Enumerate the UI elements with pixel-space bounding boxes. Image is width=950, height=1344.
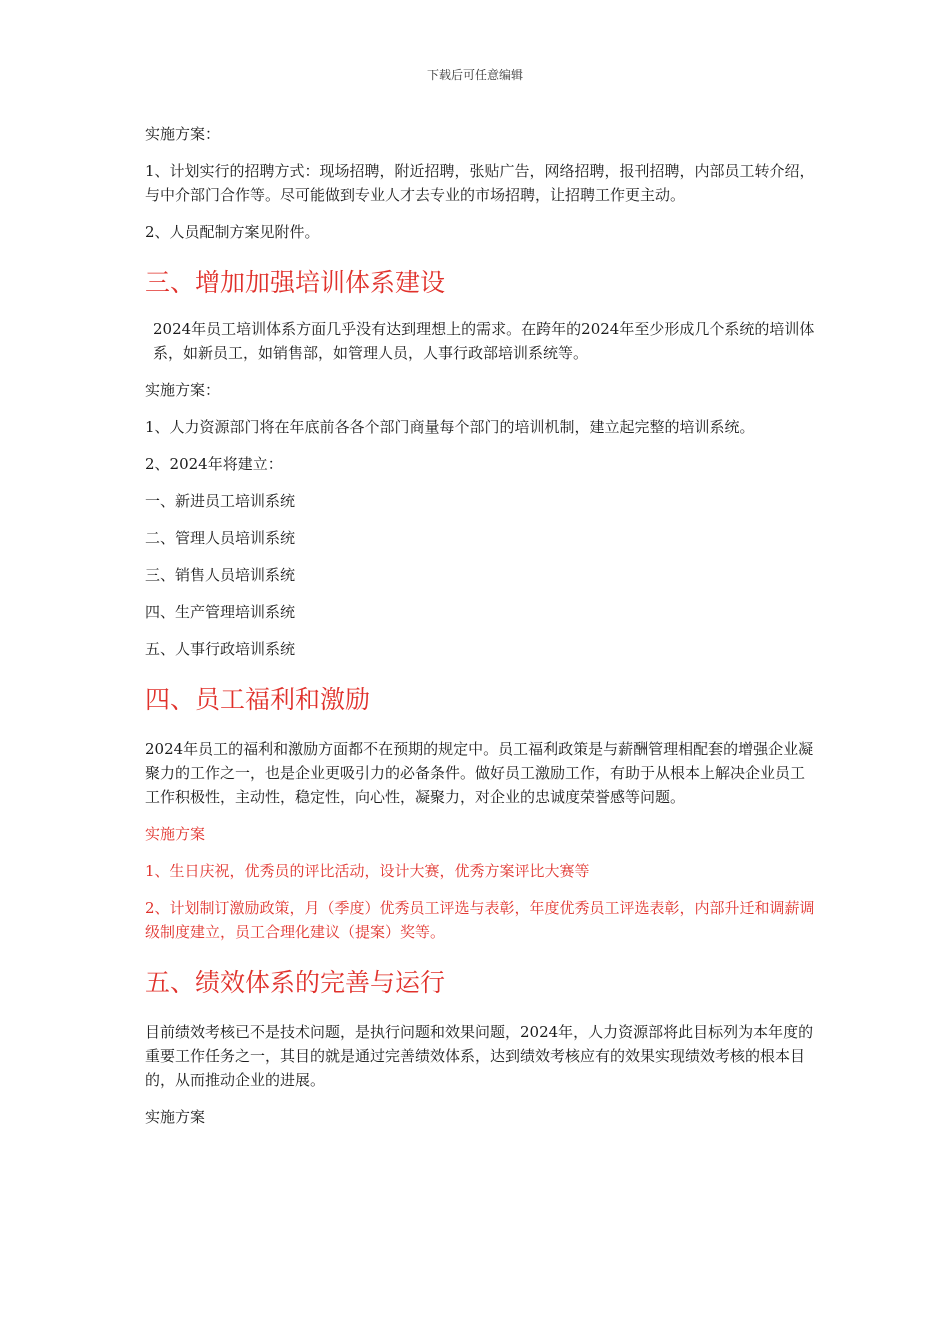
- sec3-intro: 2024年员工培训体系方面几乎没有达到理想上的需求。在跨年的2024年至少形成几个系统的培训体系，如新员工，如销售部，如管理人员，人事行政部培训系统等。: [153, 320, 815, 362]
- sec4-title: 四、员工福利和激励: [145, 685, 371, 714]
- sec3-system-5: 五、人事行政培训系统: [145, 640, 296, 658]
- document-body: [145, 122, 815, 1129]
- sec2-plan-label: 实施方案：: [145, 125, 221, 143]
- sec4-item-2: 2、计划制订激励政策，月（季度）优秀员工评选与表彰，年度优秀员工评选表彰，内部升迁和调薪调级制度建立，员工合理化建议（提案）奖等。: [145, 899, 815, 941]
- sec3-system-2: 二、管理人员培训系统: [145, 529, 296, 547]
- sec4-plan-label: 实施方案: [145, 825, 206, 843]
- sec3-item-2: 2、2024年将建立：: [145, 455, 283, 473]
- sec2-item-2: 2、人员配制方案见附件。: [145, 223, 320, 241]
- sec5-intro: 目前绩效考核已不是技术问题，是执行问题和效果问题，2024年，人力资源部将此目标列为本年度的重要工作任务之一，其目的就是通过完善绩效体系，达到绩效考核应有的效果实现绩效考核的根本目的，从而推动企业的进展。: [145, 1023, 814, 1089]
- sec5-title: 五、绩效体系的完善与运行: [145, 968, 446, 997]
- sec5-plan-label: 实施方案: [145, 1108, 206, 1126]
- sec3-system-3: 三、销售人员培训系统: [145, 566, 296, 584]
- sec4-item-1: 1、生日庆祝，优秀员的评比活动，设计大赛，优秀方案评比大赛等: [145, 862, 590, 880]
- sec3-item-1: 1、人力资源部门将在年底前各各个部门商量每个部门的培训机制，建立起完整的培训系统。: [145, 418, 755, 436]
- sec3-system-1: 一、新进员工培训系统: [145, 492, 296, 510]
- sec4-intro: 2024年员工的福利和激励方面都不在预期的规定中。员工福利政策是与薪酬管理相配套的增强企业凝聚力的工作之一，也是企业更吸引力的必备条件。做好员工激励工作，有助于从根本上解决企业员工工作积极性，主动性，稳定性，向心性，凝聚力，对企业的忠诚度荣誉感等问题。: [145, 740, 814, 806]
- sec3-system-4: 四、生产管理培训系统: [145, 603, 296, 621]
- header-note: 下载后可任意编辑: [426, 68, 523, 82]
- sec3-plan-label: 实施方案：: [145, 381, 221, 399]
- sec3-title: 三、增加加强培训体系建设: [145, 268, 446, 297]
- sec2-item-1: 1、计划实行的招聘方式：现场招聘，附近招聘，张贴广告，网络招聘，报刊招聘，内部员工转介绍，与中介部门合作等。尽可能做到专业人才去专业的市场招聘，让招聘工作更主动。: [145, 162, 815, 204]
